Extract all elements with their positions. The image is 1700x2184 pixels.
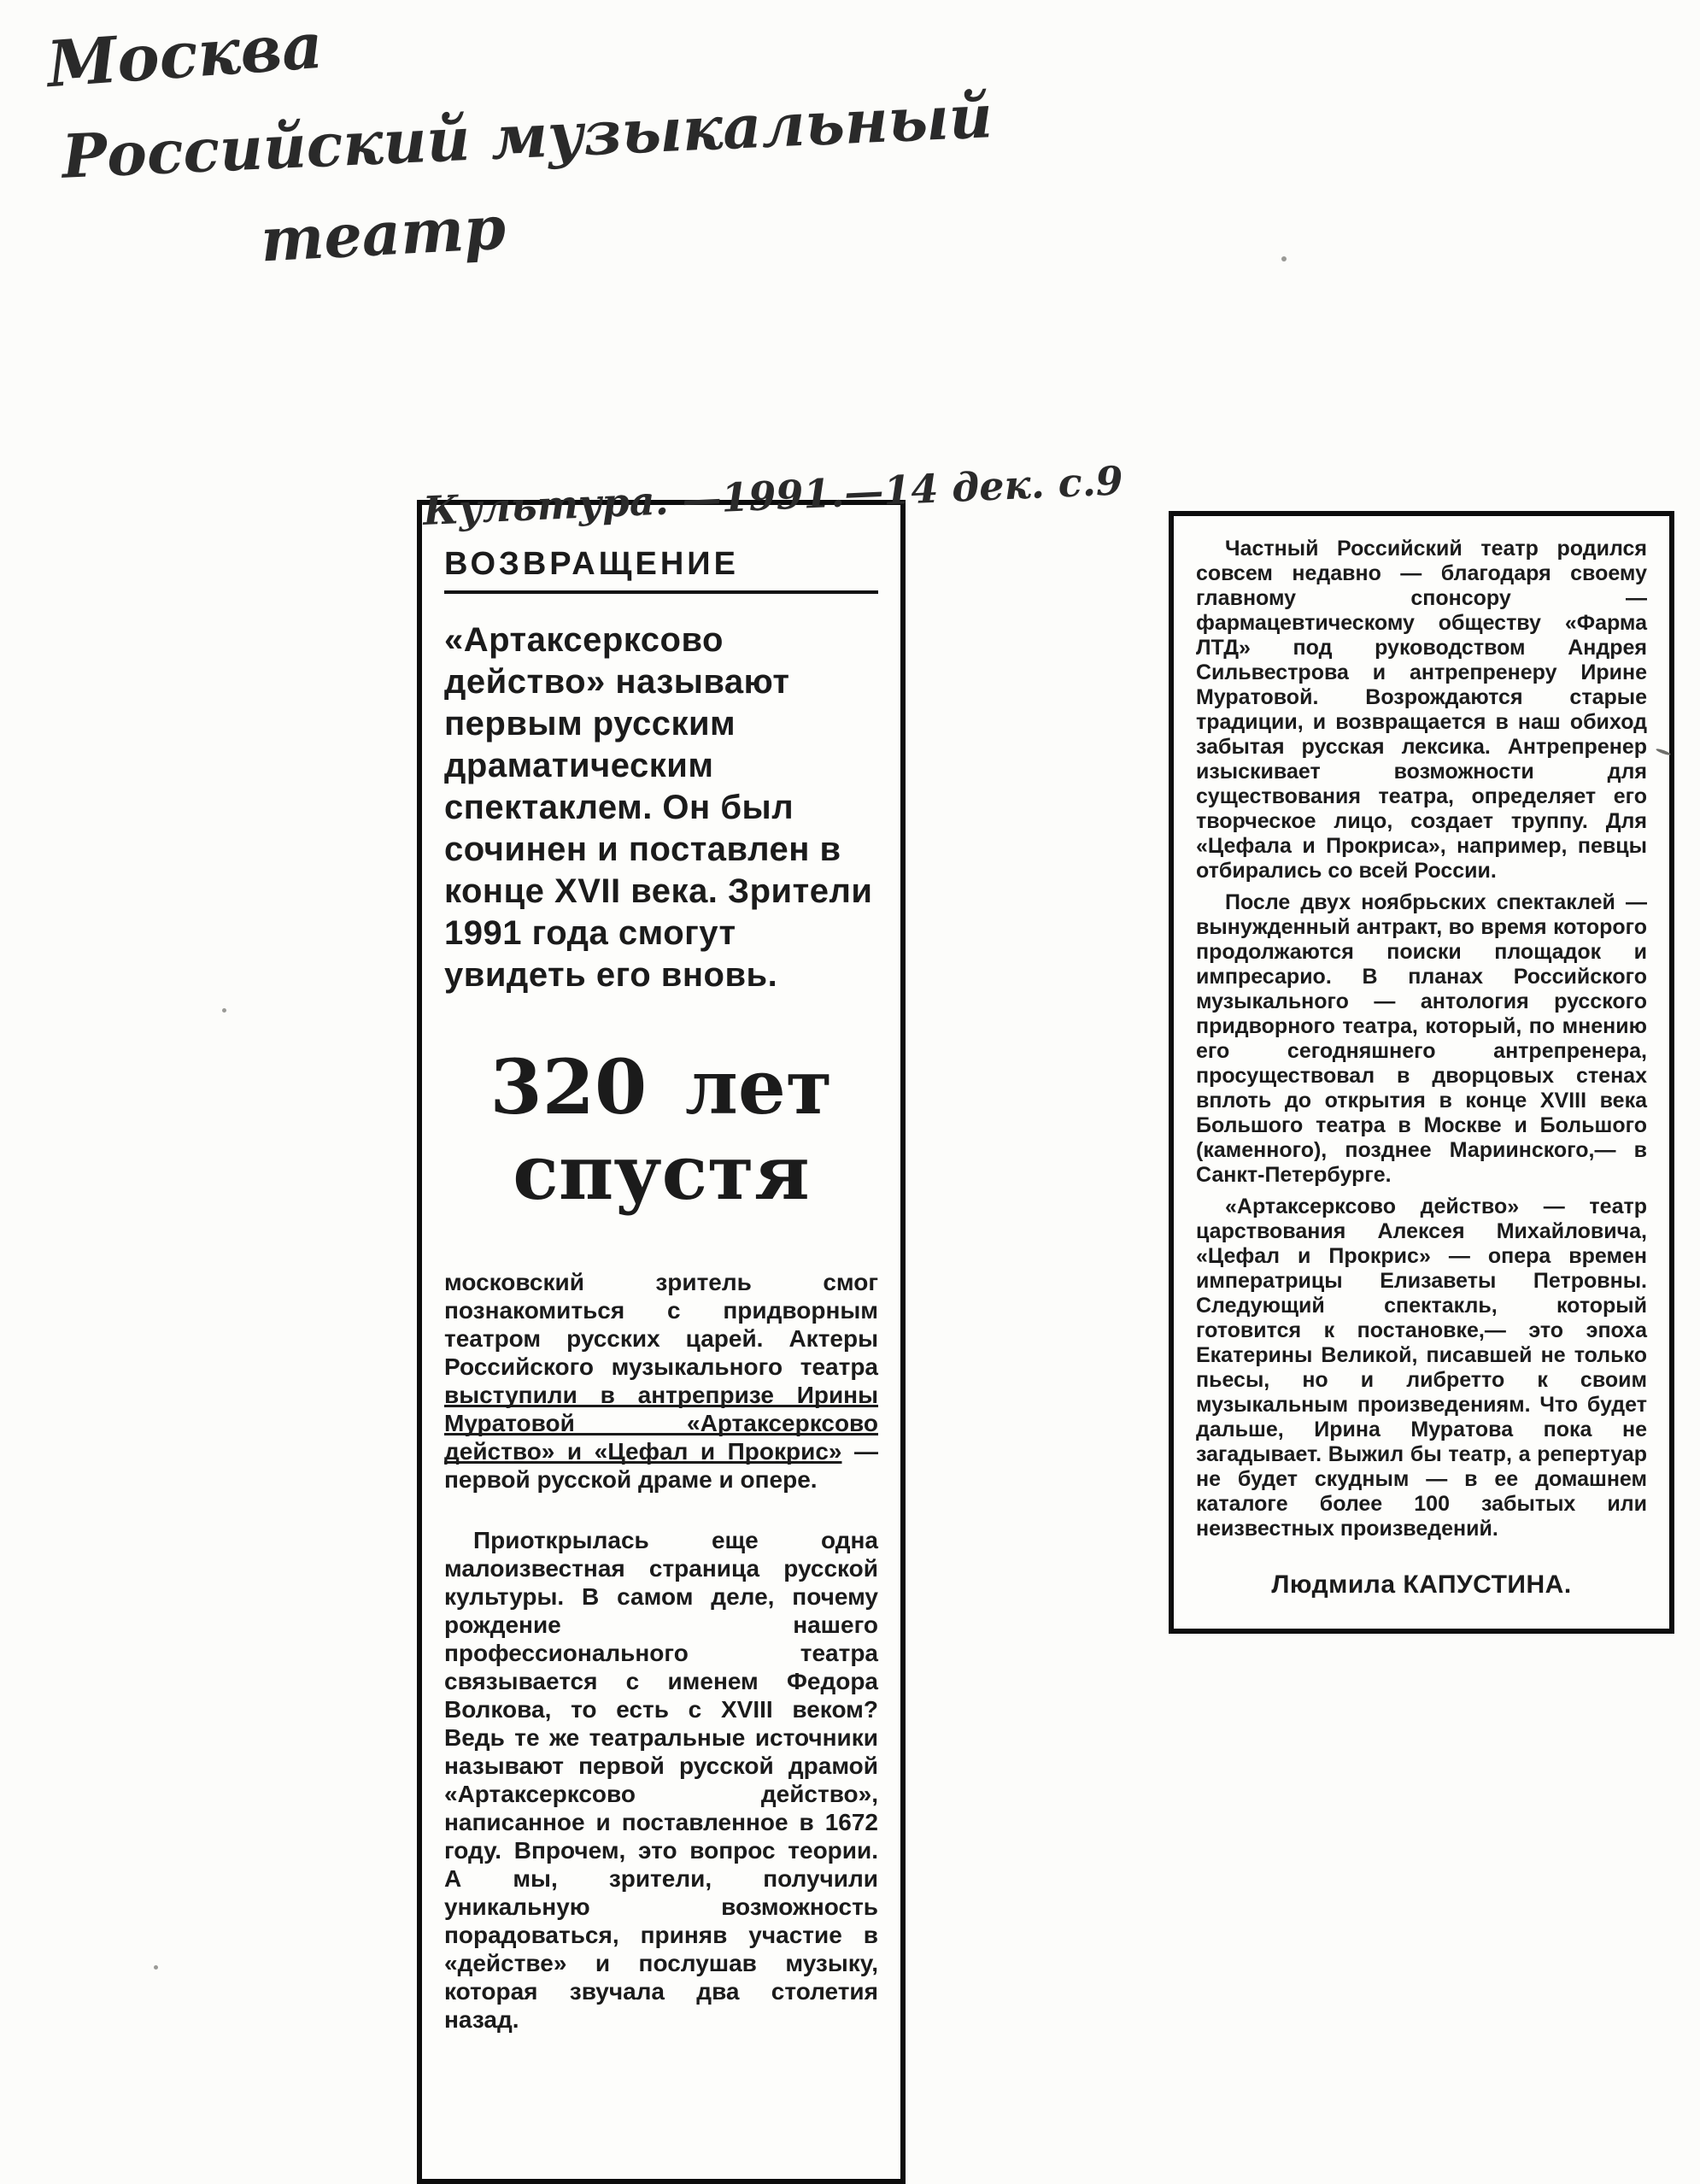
article-paragraph: Приоткрылась еще одна малоизвестная страница русской культуры. В самом деле, почему рождение нашего профессионального театра связывается с именем Федора Волкова, то есть с XVIII веком? Ведь те же театральные источники называют первой русской драмой «Артаксерксово действо», написанное и поставленное в 1672 году. Впрочем, это вопрос теории. А мы, зрители, получили уникальную возможность порадоваться, приняв участие в «действе» и послушав музыку, которая звучала два столетия назад. <box>444 1527 878 2034</box>
article-paragraph: «Артаксерксово действо» — театр царствования Алексея Михайловича, «Цефал и Прокрис» — опера времен императрицы Елизаветы Петровны. Следующий спектакль, который готовится к постановке,— это эпоха Екатерины Великой, писавшей не только пьесы, но и либретто к своим музыкальным произведениям. Что будет дальше, Ирина Муратова пока не загадывает. Выжил бы театр, а репертуар не будет скудным — в ее домашнем каталоге более 100 забытых или неизвестных произведений. <box>1196 1195 1647 1541</box>
clipping-left-column <box>417 457 1124 2184</box>
scan-speck <box>222 1008 226 1013</box>
article-headline: 320 лет спустя <box>489 1042 833 1217</box>
article-paragraph: Частный Российский театр родился совсем недавно — благодаря своему главному спонсору — фармацевтическому обществу «Фарма ЛТД» под руководством Андрея Сильвестрова и антрепренеру Ирине Муратовой. Возрождаются старые традиции, и возвращается в наш обиход забытая русская лексика. Антрепренер изыскивает возможности для существования театра, определяет его творческое лицо, создает труппу. Для «Цефала и Прокриса», например, певцы отбирались со всей России. <box>1196 537 1647 883</box>
kicker-underline <box>444 590 878 594</box>
article-paragraph <box>444 1268 878 1494</box>
handwritten-note-theatre-1: Российский музыкальный <box>60 80 994 192</box>
handwritten-note-theatre-2: театр <box>259 191 507 276</box>
article-byline: Людмила КАПУСТИНА. <box>1271 1570 1572 1599</box>
handwritten-note-city: Москва <box>44 9 325 103</box>
paragraph-text: — первой русской драме и опере. <box>444 1438 879 1494</box>
article-lead: «Артаксерксово действо» называют первым русским драматическим спектаклем. Он был сочинен и поставлен в конце XVII века. Зрители 1991 года смогут увидеть его вновь. <box>444 620 873 994</box>
scan-speck <box>154 1965 158 1970</box>
pen-underlined-text: выступили в антрепризе Ирины Муратовой «Артаксерксово действо» и «Цефал и Прокрис» <box>444 1382 878 1465</box>
clipping-right-column <box>1169 511 1674 1634</box>
paragraph-text: московский зритель смог познакомиться с придворным театром русских царей. Актеры Российского музыкального театра <box>444 1269 878 1381</box>
handwritten-source-citation: Культура. —1991.—14 дек. с.9 <box>422 457 1124 534</box>
article-kicker: ВОЗВРАЩЕНИЕ <box>444 546 739 582</box>
article-paragraph: После двух ноябрьских спектаклей — вынужденный антракт, во время которого продолжаются поиски площадок и импресарио. В планах Российского музыкального — антология русского придворного театра, который, по мнению его сегодняшнего антрепренера, просуществовал в дворцовых стенах вплоть до открытия в конце XVIII века Большого театра в Москве и Большого (каменного), позднее Мариинского,— в Санкт-Петербурге. <box>1196 890 1647 1187</box>
scan-speck <box>1281 256 1287 261</box>
